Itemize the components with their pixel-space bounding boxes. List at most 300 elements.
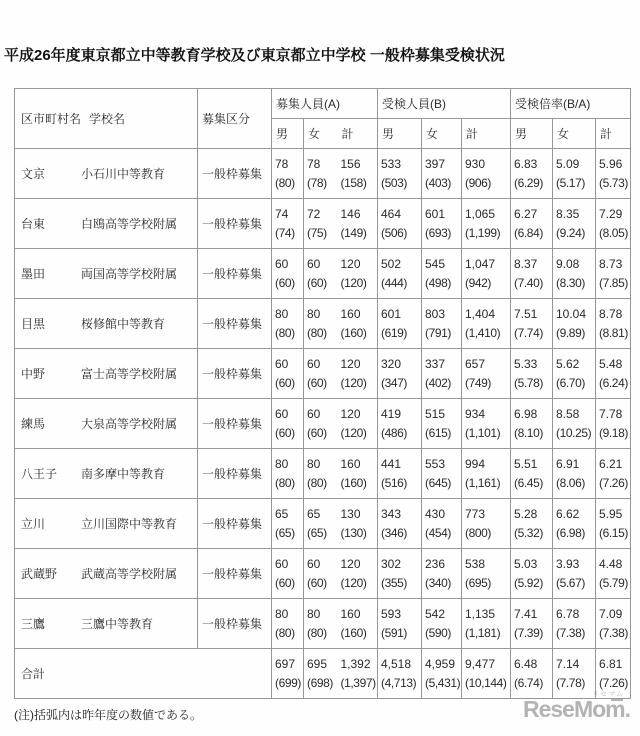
value-cell bbox=[378, 249, 422, 299]
previous-year-value: (80) bbox=[275, 625, 295, 640]
current-value: 343 bbox=[381, 506, 402, 521]
current-value: 80 bbox=[307, 456, 321, 471]
current-value: 6.78 bbox=[556, 606, 580, 621]
previous-year-value: (60) bbox=[307, 275, 327, 290]
previous-year-value: (7.40) bbox=[514, 275, 543, 290]
current-value: 302 bbox=[381, 556, 402, 571]
school-name-cell bbox=[15, 449, 198, 499]
school-name-cell bbox=[15, 599, 198, 649]
previous-year-value: (403) bbox=[425, 175, 452, 190]
previous-year-value: (5,431) bbox=[425, 675, 461, 690]
previous-year-value: (695) bbox=[465, 575, 492, 590]
school-name-cell bbox=[15, 249, 198, 299]
previous-year-value: (8.06) bbox=[556, 475, 585, 490]
current-value: 160 bbox=[340, 456, 361, 471]
value-cell bbox=[338, 549, 378, 599]
previous-year-value: (9.18) bbox=[599, 425, 628, 440]
value-cell bbox=[272, 599, 304, 649]
value-cell bbox=[553, 599, 596, 649]
previous-year-value: (6.45) bbox=[514, 475, 543, 490]
table-row bbox=[15, 499, 631, 549]
table-row bbox=[15, 249, 631, 299]
previous-year-value: (80) bbox=[307, 475, 327, 490]
value-cell bbox=[422, 399, 462, 449]
current-value: 697 bbox=[275, 656, 296, 671]
value-cell bbox=[553, 299, 596, 349]
value-cell bbox=[422, 349, 462, 399]
school-name: 大泉高等学校附属 bbox=[81, 417, 178, 431]
previous-year-value: (120) bbox=[340, 425, 367, 440]
value-cell bbox=[304, 649, 338, 699]
previous-year-value: (1,199) bbox=[465, 225, 501, 240]
current-value: 7.41 bbox=[514, 606, 538, 621]
watermark-ruby-text: リセマム bbox=[592, 691, 624, 698]
value-cell bbox=[304, 299, 338, 349]
school-name-cell bbox=[15, 549, 198, 599]
school-name: 桜修館中等教育 bbox=[81, 317, 166, 331]
previous-year-value: (791) bbox=[425, 325, 452, 340]
current-value: 7.78 bbox=[599, 406, 623, 421]
previous-year-value: (6.29) bbox=[514, 175, 543, 190]
previous-year-value: (65) bbox=[307, 525, 327, 540]
previous-year-value: (7.38) bbox=[599, 625, 628, 640]
value-cell bbox=[422, 149, 462, 199]
value-cell bbox=[422, 449, 462, 499]
value-cell bbox=[422, 299, 462, 349]
total-label: 合計 bbox=[15, 649, 272, 699]
page-title: 平成26年度東京都立中等教育学校及び東京都立中学校 一般枠募集受検状況 bbox=[4, 47, 505, 64]
value-cell bbox=[596, 349, 631, 399]
value-cell bbox=[338, 199, 378, 249]
category-cell: 一般枠募集 bbox=[198, 599, 272, 649]
current-value: 464 bbox=[381, 206, 402, 221]
value-cell bbox=[304, 249, 338, 299]
previous-year-value: (5.92) bbox=[514, 575, 543, 590]
previous-year-value: (7.38) bbox=[556, 625, 585, 640]
previous-year-value: (60) bbox=[275, 425, 295, 440]
current-value: 60 bbox=[307, 356, 321, 371]
previous-year-value: (355) bbox=[381, 575, 408, 590]
current-value: 337 bbox=[425, 356, 446, 371]
previous-year-value: (4,713) bbox=[381, 675, 417, 690]
header-applicants-male: 男 bbox=[378, 119, 422, 149]
value-cell bbox=[272, 249, 304, 299]
current-value: 773 bbox=[465, 506, 486, 521]
previous-year-value: (130) bbox=[340, 525, 367, 540]
current-value: 60 bbox=[307, 556, 321, 571]
current-value: 78 bbox=[275, 156, 289, 171]
current-value: 80 bbox=[275, 606, 289, 621]
table-header bbox=[15, 89, 631, 149]
previous-year-value: (346) bbox=[381, 525, 408, 540]
school-name: 富士高等学校附属 bbox=[81, 367, 178, 381]
current-value: 8.58 bbox=[556, 406, 580, 421]
current-value: 156 bbox=[340, 156, 361, 171]
previous-year-value: (749) bbox=[465, 375, 492, 390]
value-cell bbox=[378, 649, 422, 699]
previous-year-value: (486) bbox=[381, 425, 408, 440]
value-cell bbox=[462, 399, 511, 449]
current-value: 6.91 bbox=[556, 456, 580, 471]
value-cell bbox=[596, 499, 631, 549]
value-cell bbox=[304, 549, 338, 599]
previous-year-value: (590) bbox=[425, 625, 452, 640]
value-cell bbox=[553, 499, 596, 549]
header-recruit-male: 男 bbox=[272, 119, 304, 149]
previous-year-value: (60) bbox=[275, 575, 295, 590]
value-cell bbox=[338, 349, 378, 399]
current-value: 6.98 bbox=[514, 406, 538, 421]
current-value: 994 bbox=[465, 456, 486, 471]
current-value: 601 bbox=[381, 306, 402, 321]
value-cell bbox=[462, 249, 511, 299]
current-value: 657 bbox=[465, 356, 486, 371]
previous-year-value: (619) bbox=[381, 325, 408, 340]
header-recruit-total: 計 bbox=[338, 119, 378, 149]
value-cell bbox=[462, 549, 511, 599]
value-cell bbox=[462, 199, 511, 249]
previous-year-value: (74) bbox=[275, 225, 295, 240]
previous-year-value: (60) bbox=[307, 375, 327, 390]
previous-year-value: (160) bbox=[340, 475, 367, 490]
value-cell bbox=[304, 399, 338, 449]
previous-year-value: (80) bbox=[307, 625, 327, 640]
value-cell bbox=[462, 649, 511, 699]
current-value: 7.14 bbox=[556, 656, 580, 671]
current-value: 3.93 bbox=[556, 556, 580, 571]
value-cell bbox=[338, 499, 378, 549]
current-value: 593 bbox=[381, 606, 402, 621]
previous-year-value: (7.78) bbox=[556, 675, 585, 690]
table-row bbox=[15, 449, 631, 499]
school-name-cell bbox=[15, 349, 198, 399]
header-ratio-total: 計 bbox=[596, 119, 631, 149]
category-cell: 一般枠募集 bbox=[198, 299, 272, 349]
previous-year-value: (402) bbox=[425, 375, 452, 390]
value-cell bbox=[272, 549, 304, 599]
current-value: 5.48 bbox=[599, 356, 623, 371]
header-applicants-total: 計 bbox=[462, 119, 511, 149]
value-cell bbox=[553, 249, 596, 299]
value-cell bbox=[422, 199, 462, 249]
previous-year-value: (5.78) bbox=[514, 375, 543, 390]
previous-year-value: (10,144) bbox=[465, 675, 507, 690]
previous-year-value: (120) bbox=[340, 375, 367, 390]
value-cell bbox=[462, 299, 511, 349]
current-value: 160 bbox=[340, 606, 361, 621]
value-cell bbox=[462, 599, 511, 649]
value-cell bbox=[272, 299, 304, 349]
previous-year-value: (160) bbox=[340, 325, 367, 340]
previous-year-value: (906) bbox=[465, 175, 492, 190]
category-cell: 一般枠募集 bbox=[198, 549, 272, 599]
previous-year-value: (75) bbox=[307, 225, 327, 240]
previous-year-value: (78) bbox=[307, 175, 327, 190]
current-value: 515 bbox=[425, 406, 446, 421]
value-cell bbox=[596, 599, 631, 649]
value-cell bbox=[553, 149, 596, 199]
current-value: 72 bbox=[307, 206, 321, 221]
current-value: 1,392 bbox=[340, 656, 371, 671]
previous-year-value: (5.73) bbox=[599, 175, 628, 190]
header-ratio-female: 女 bbox=[553, 119, 596, 149]
header-recruit-female: 女 bbox=[304, 119, 338, 149]
value-cell bbox=[304, 449, 338, 499]
value-cell bbox=[378, 299, 422, 349]
school-name: 三鷹中等教育 bbox=[81, 617, 154, 631]
previous-year-value: (506) bbox=[381, 225, 408, 240]
current-value: 80 bbox=[275, 456, 289, 471]
current-value: 60 bbox=[275, 406, 289, 421]
previous-year-value: (6.24) bbox=[599, 375, 628, 390]
current-value: 1,135 bbox=[465, 606, 496, 621]
previous-year-value: (340) bbox=[425, 575, 452, 590]
value-cell bbox=[304, 599, 338, 649]
current-value: 542 bbox=[425, 606, 446, 621]
current-value: 803 bbox=[425, 306, 446, 321]
category-cell: 一般枠募集 bbox=[198, 249, 272, 299]
current-value: 430 bbox=[425, 506, 446, 521]
current-value: 80 bbox=[307, 306, 321, 321]
value-cell bbox=[596, 449, 631, 499]
previous-year-value: (8.05) bbox=[599, 225, 628, 240]
current-value: 601 bbox=[425, 206, 446, 221]
category-cell: 一般枠募集 bbox=[198, 349, 272, 399]
current-value: 160 bbox=[340, 306, 361, 321]
value-cell bbox=[338, 599, 378, 649]
header-name-cell bbox=[15, 89, 198, 149]
value-cell bbox=[596, 249, 631, 299]
current-value: 120 bbox=[340, 406, 361, 421]
current-value: 419 bbox=[381, 406, 402, 421]
value-cell bbox=[553, 199, 596, 249]
current-value: 538 bbox=[465, 556, 486, 571]
previous-year-value: (1,181) bbox=[465, 625, 501, 640]
current-value: 60 bbox=[307, 256, 321, 271]
previous-year-value: (9.24) bbox=[556, 225, 585, 240]
value-cell bbox=[304, 349, 338, 399]
current-value: 502 bbox=[381, 256, 402, 271]
table-row bbox=[15, 149, 631, 199]
current-value: 5.51 bbox=[514, 456, 538, 471]
current-value: 65 bbox=[275, 506, 289, 521]
previous-year-value: (5.79) bbox=[599, 575, 628, 590]
school-name-cell bbox=[15, 499, 198, 549]
previous-year-value: (5.17) bbox=[556, 175, 585, 190]
value-cell bbox=[338, 399, 378, 449]
previous-year-value: (444) bbox=[381, 275, 408, 290]
value-cell bbox=[511, 599, 553, 649]
category-cell: 一般枠募集 bbox=[198, 449, 272, 499]
table-row bbox=[15, 349, 631, 399]
header-group-recruit: 募集人員(A) bbox=[272, 89, 378, 119]
category-cell: 一般枠募集 bbox=[198, 149, 272, 199]
value-cell bbox=[553, 349, 596, 399]
current-value: 553 bbox=[425, 456, 446, 471]
value-cell bbox=[462, 449, 511, 499]
value-cell bbox=[511, 299, 553, 349]
current-value: 5.03 bbox=[514, 556, 538, 571]
table-row bbox=[15, 199, 631, 249]
previous-year-value: (699) bbox=[275, 675, 302, 690]
value-cell bbox=[378, 199, 422, 249]
previous-year-value: (7.26) bbox=[599, 475, 628, 490]
previous-year-value: (7.74) bbox=[514, 325, 543, 340]
previous-year-value: (60) bbox=[275, 375, 295, 390]
watermark-logo-text: ReseMom. bbox=[522, 696, 630, 722]
previous-year-value: (942) bbox=[465, 275, 492, 290]
value-cell bbox=[596, 299, 631, 349]
previous-year-value: (149) bbox=[340, 225, 367, 240]
current-value: 60 bbox=[275, 356, 289, 371]
value-cell bbox=[272, 399, 304, 449]
current-value: 533 bbox=[381, 156, 402, 171]
header-applicants-female: 女 bbox=[422, 119, 462, 149]
previous-year-value: (8.81) bbox=[599, 325, 628, 340]
current-value: 5.96 bbox=[599, 156, 623, 171]
previous-year-value: (454) bbox=[425, 525, 452, 540]
value-cell bbox=[338, 449, 378, 499]
previous-year-value: (7.39) bbox=[514, 625, 543, 640]
footnote: (注)括弧内は昨年度の数値である。 bbox=[14, 708, 202, 722]
district-name: 練馬 bbox=[21, 417, 46, 431]
current-value: 7.29 bbox=[599, 206, 623, 221]
current-value: 6.83 bbox=[514, 156, 538, 171]
school-name-cell bbox=[15, 299, 198, 349]
table-row bbox=[15, 299, 631, 349]
previous-year-value: (5.32) bbox=[514, 525, 543, 540]
school-name: 小石川中等教育 bbox=[81, 167, 166, 181]
previous-year-value: (80) bbox=[275, 475, 295, 490]
value-cell bbox=[272, 149, 304, 199]
value-cell bbox=[553, 549, 596, 599]
school-name: 武蔵高等学校附属 bbox=[81, 567, 178, 581]
school-name: 立川国際中等教育 bbox=[81, 517, 178, 531]
previous-year-value: (347) bbox=[381, 375, 408, 390]
current-value: 6.81 bbox=[599, 656, 623, 671]
district-name: 立川 bbox=[21, 517, 46, 531]
value-cell bbox=[596, 149, 631, 199]
previous-year-value: (693) bbox=[425, 225, 452, 240]
district-name: 三鷹 bbox=[21, 617, 46, 631]
category-cell: 一般枠募集 bbox=[198, 399, 272, 449]
value-cell bbox=[272, 199, 304, 249]
school-name: 両国高等学校附属 bbox=[81, 267, 178, 281]
current-value: 8.37 bbox=[514, 256, 538, 271]
previous-year-value: (6.74) bbox=[514, 675, 543, 690]
current-value: 934 bbox=[465, 406, 486, 421]
current-value: 8.73 bbox=[599, 256, 623, 271]
previous-year-value: (160) bbox=[340, 625, 367, 640]
school-name-cell bbox=[15, 399, 198, 449]
current-value: 80 bbox=[275, 306, 289, 321]
admissions-table bbox=[14, 88, 631, 699]
header-ratio-male: 男 bbox=[511, 119, 553, 149]
district-name: 八王子 bbox=[21, 467, 58, 481]
header-school-label: 学校名 bbox=[89, 112, 126, 126]
value-cell bbox=[511, 499, 553, 549]
current-value: 8.35 bbox=[556, 206, 580, 221]
current-value: 9,477 bbox=[465, 656, 496, 671]
value-cell bbox=[304, 149, 338, 199]
previous-year-value: (498) bbox=[425, 275, 452, 290]
previous-year-value: (1,161) bbox=[465, 475, 501, 490]
header-row-groups bbox=[15, 89, 631, 119]
current-value: 236 bbox=[425, 556, 446, 571]
previous-year-value: (615) bbox=[425, 425, 452, 440]
table-row bbox=[15, 549, 631, 599]
value-cell bbox=[378, 499, 422, 549]
district-name: 墨田 bbox=[21, 267, 46, 281]
previous-year-value: (6.98) bbox=[556, 525, 585, 540]
previous-year-value: (1,397) bbox=[340, 675, 376, 690]
current-value: 65 bbox=[307, 506, 321, 521]
district-name: 武蔵野 bbox=[21, 567, 58, 581]
value-cell bbox=[378, 149, 422, 199]
current-value: 9.08 bbox=[556, 256, 580, 271]
current-value: 5.95 bbox=[599, 506, 623, 521]
current-value: 4,518 bbox=[381, 656, 412, 671]
previous-year-value: (516) bbox=[381, 475, 408, 490]
school-name-cell bbox=[15, 199, 198, 249]
value-cell bbox=[272, 349, 304, 399]
value-cell bbox=[511, 199, 553, 249]
school-name-cell bbox=[15, 149, 198, 199]
value-cell bbox=[511, 399, 553, 449]
current-value: 6.48 bbox=[514, 656, 538, 671]
previous-year-value: (8.10) bbox=[514, 425, 543, 440]
previous-year-value: (6.15) bbox=[599, 525, 628, 540]
previous-year-value: (8.30) bbox=[556, 275, 585, 290]
previous-year-value: (120) bbox=[340, 275, 367, 290]
header-category-cell: 募集区分 bbox=[198, 89, 272, 149]
value-cell bbox=[596, 549, 631, 599]
table-row bbox=[15, 599, 631, 649]
current-value: 10.04 bbox=[556, 306, 587, 321]
header-district-label: 区市町村名 bbox=[21, 112, 82, 126]
value-cell bbox=[378, 449, 422, 499]
previous-year-value: (5.67) bbox=[556, 575, 585, 590]
previous-year-value: (9.89) bbox=[556, 325, 585, 340]
current-value: 397 bbox=[425, 156, 446, 171]
school-name: 白鴎高等学校附属 bbox=[81, 217, 178, 231]
previous-year-value: (7.85) bbox=[599, 275, 628, 290]
value-cell bbox=[462, 349, 511, 399]
current-value: 5.62 bbox=[556, 356, 580, 371]
current-value: 5.33 bbox=[514, 356, 538, 371]
current-value: 5.09 bbox=[556, 156, 580, 171]
current-value: 120 bbox=[340, 556, 361, 571]
current-value: 4.48 bbox=[599, 556, 623, 571]
value-cell bbox=[553, 449, 596, 499]
school-name: 南多摩中等教育 bbox=[81, 467, 166, 481]
district-name: 中野 bbox=[21, 367, 46, 381]
current-value: 7.51 bbox=[514, 306, 538, 321]
category-cell: 一般枠募集 bbox=[198, 199, 272, 249]
category-cell: 一般枠募集 bbox=[198, 499, 272, 549]
value-cell bbox=[462, 499, 511, 549]
value-cell bbox=[272, 499, 304, 549]
current-value: 441 bbox=[381, 456, 402, 471]
district-name: 目黒 bbox=[21, 317, 46, 331]
value-cell bbox=[422, 249, 462, 299]
previous-year-value: (158) bbox=[340, 175, 367, 190]
previous-year-value: (591) bbox=[381, 625, 408, 640]
header-group-applicants: 受検人員(B) bbox=[378, 89, 511, 119]
current-value: 8.78 bbox=[599, 306, 623, 321]
current-value: 5.28 bbox=[514, 506, 538, 521]
previous-year-value: (1,410) bbox=[465, 325, 501, 340]
